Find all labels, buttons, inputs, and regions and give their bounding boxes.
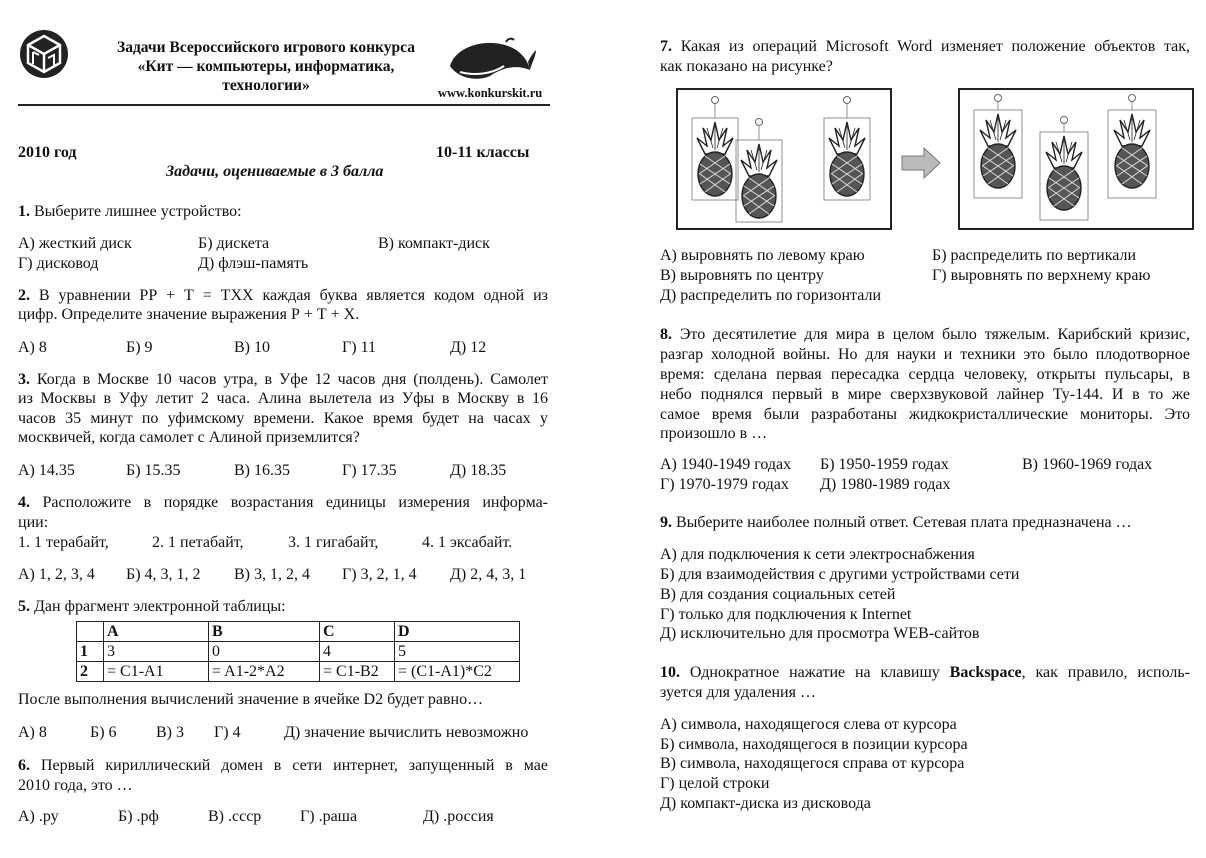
table-cell: 2 bbox=[77, 662, 104, 682]
q4-answer-c: В) 3, 1, 2, 4 bbox=[234, 566, 310, 583]
question-5: 5. Дан фрагмент электронной таблицы: bbox=[18, 598, 286, 615]
q4-item-3: 3. 1 гигабайт, bbox=[288, 534, 379, 551]
q4-answer-a: А) 1, 2, 3, 4 bbox=[18, 566, 95, 583]
q6-answer-a: А) .ру bbox=[18, 808, 59, 825]
q2-answer-c: В) 10 bbox=[234, 339, 270, 356]
table-cell: 5 bbox=[395, 642, 520, 662]
question-8-line2: разгар холодной войны. Но для науки и техники это было плодотворное bbox=[660, 346, 1190, 363]
q9-answer-a: А) для подключения к сети электроснабжения bbox=[660, 546, 975, 563]
table-cell: 1 bbox=[77, 642, 104, 662]
question-8-line1: 8. Это десятилетие для мира в целом было тяжелым. Карибский кризис, bbox=[660, 326, 1190, 343]
q2-answer-e: Д) 12 bbox=[450, 339, 487, 356]
table-cell: = A1-2*A2 bbox=[209, 662, 320, 682]
q9-answer-c: В) для создания социальных сетей bbox=[660, 586, 896, 603]
q1-answer-a: А) жесткий диск bbox=[18, 235, 132, 252]
table-cell: = C1-B2 bbox=[320, 662, 395, 682]
arrow-right-icon bbox=[900, 146, 942, 180]
q10-answer-a: А) символа, находящегося слева от курсора bbox=[660, 716, 957, 733]
website-url[interactable]: www.konkurskit.ru bbox=[438, 86, 543, 100]
table-row bbox=[77, 662, 520, 682]
table-cell: 3 bbox=[104, 642, 209, 662]
question-5-followup: После выполнения вычислений значение в ячейке D2 будет равно… bbox=[18, 691, 484, 708]
q4-answer-b: Б) 4, 3, 1, 2 bbox=[126, 566, 201, 583]
q10-answer-c: В) символа, находящегося справа от курсора bbox=[660, 755, 965, 772]
question-6-line2: 2010 года, это … bbox=[18, 777, 133, 794]
question-6-line1: 6. Первый кириллический домен в сети интернет, запущенный в мае bbox=[18, 757, 548, 774]
question-number: 7. bbox=[660, 38, 672, 55]
q8-answer-e: Д) 1980-1989 годах bbox=[820, 476, 951, 493]
q10-answer-b: Б) символа, находящегося в позиции курсора bbox=[660, 736, 968, 753]
question-10-line2: зуется для удаления … bbox=[660, 684, 816, 701]
q8-answer-a: А) 1940-1949 годах bbox=[660, 456, 792, 473]
header-title-line1: Задачи Всероссийского игрового конкурса bbox=[117, 39, 415, 56]
question-number: 4. bbox=[18, 494, 30, 511]
question-10-line1: 10. Однократное нажатие на клавишу Backspace, как правило, исполь- bbox=[660, 664, 1191, 681]
question-3-line1: 3. Когда в Москве 10 часов утра, в Уфе 12 часов дня (полдень). Самолет bbox=[18, 371, 548, 388]
q9-answer-d: Г) только для подключения к Internet bbox=[660, 606, 912, 623]
q6-answer-e: Д) .россия bbox=[423, 808, 494, 825]
question-number: 6. bbox=[18, 757, 30, 774]
question-8-line6: произошло в … bbox=[660, 425, 768, 442]
question-8-line4: небо поднялся первый в мире сверхзвуковой лайнер Ту-144. И в то же bbox=[660, 386, 1190, 403]
q5-answer-d: Г) 4 bbox=[214, 724, 241, 741]
pineapples-before-illustration bbox=[678, 90, 890, 228]
question-number: 10. bbox=[660, 664, 680, 681]
q7-answer-a: А) выровнять по левому краю bbox=[660, 247, 865, 264]
q1-answer-c: В) компакт-диск bbox=[378, 235, 490, 252]
q9-answer-b: Б) для взаимодействия с другими устройствами сети bbox=[660, 566, 1020, 583]
spreadsheet-fragment bbox=[76, 621, 520, 682]
question-number: 2. bbox=[18, 287, 30, 304]
table-cell: = (C1-A1)*C2 bbox=[395, 662, 520, 682]
grades-label: 10-11 классы bbox=[436, 144, 530, 161]
table-header-row bbox=[77, 622, 520, 642]
header-title-line2: «Кит — компьютеры, информатика, bbox=[137, 58, 395, 75]
q2-answer-a: А) 8 bbox=[18, 339, 47, 356]
q4-item-2: 2. 1 петабайт, bbox=[152, 534, 244, 551]
question-3-line2: из Москвы в Уфу летит 2 часа. Алина вылетела из Уфы в Москву в 16 bbox=[18, 390, 548, 407]
table-cell: A bbox=[104, 622, 209, 642]
q6-answer-b: Б) .рф bbox=[118, 808, 159, 825]
question-4-line1: 4. Расположите в порядке возрастания единицы измерения информа- bbox=[18, 494, 549, 511]
table-cell: C bbox=[320, 622, 395, 642]
question-number: 1. bbox=[18, 203, 30, 220]
table-cell: 4 bbox=[320, 642, 395, 662]
question-4-line2: ции: bbox=[18, 514, 49, 531]
q5-answer-c: В) 3 bbox=[156, 724, 184, 741]
section-heading: Задачи, оцениваемые в 3 балла bbox=[166, 163, 384, 180]
question-number: 9. bbox=[660, 514, 672, 531]
q10-answer-d: Г) целой строки bbox=[660, 775, 770, 792]
q5-answer-e: Д) значение вычислить невозможно bbox=[284, 724, 529, 741]
table-cell: B bbox=[209, 622, 320, 642]
q3-answer-c: В) 16.35 bbox=[234, 462, 290, 479]
table-cell bbox=[77, 622, 104, 642]
q8-answer-c: В) 1960-1969 годах bbox=[1022, 456, 1153, 473]
q6-answer-c: В) .ссср bbox=[208, 808, 262, 825]
q4-answer-d: Г) 3, 2, 1, 4 bbox=[342, 566, 417, 583]
header-title-line3: технологии» bbox=[222, 77, 310, 94]
q1-answer-e: Д) флэш-память bbox=[198, 255, 309, 272]
q10-answer-e: Д) компакт-диска из дисковода bbox=[660, 795, 871, 812]
table-cell: D bbox=[395, 622, 520, 642]
q3-answer-e: Д) 18.35 bbox=[450, 462, 507, 479]
backspace-key-label: Backspace bbox=[949, 664, 1022, 681]
q7-answer-b: Б) распределить по вертикали bbox=[932, 247, 1137, 264]
q1-answer-b: Б) дискета bbox=[198, 235, 270, 252]
q6-answer-d: Г) .раша bbox=[300, 808, 358, 825]
question-2-line2: цифр. Определите значение выражения Р + Т + Х. bbox=[18, 306, 360, 323]
q9-answer-e: Д) исключительно для просмотра WEB-сайтов bbox=[660, 625, 980, 642]
q7-answer-e: Д) распределить по горизонтали bbox=[660, 287, 882, 304]
q8-answer-b: Б) 1950-1959 годах bbox=[820, 456, 949, 473]
q7-answer-c: В) выровнять по центру bbox=[660, 267, 824, 284]
header-title bbox=[98, 38, 434, 95]
contest-cube-logo bbox=[18, 28, 70, 80]
question-number: 8. bbox=[660, 326, 672, 343]
question-3-line4: москвичей, когда самолет с Алиной приземлится? bbox=[18, 429, 360, 446]
q3-answer-b: Б) 15.35 bbox=[126, 462, 181, 479]
figure-after-panel bbox=[958, 88, 1194, 230]
question-9: 9. Выберите наиболее полный ответ. Сетевая плата предназначена … bbox=[660, 514, 1132, 531]
question-8-line5: самое время были разработаны жидкокристаллические мониторы. Это bbox=[660, 406, 1190, 423]
question-7-line1: 7. Какая из операций Microsoft Word изменяет положение объектов так, bbox=[660, 38, 1191, 55]
q4-item-4: 4. 1 эксабайт. bbox=[422, 534, 513, 551]
figure-before-panel bbox=[676, 88, 892, 230]
question-7-line2: как показано на рисунке? bbox=[660, 58, 833, 75]
q2-answer-d: Г) 11 bbox=[342, 339, 376, 356]
question-text: Выберите лишнее устройство: bbox=[34, 203, 242, 220]
q5-answer-a: А) 8 bbox=[18, 724, 47, 741]
q3-answer-a: А) 14.35 bbox=[18, 462, 75, 479]
q4-answer-e: Д) 2, 4, 3, 1 bbox=[450, 566, 527, 583]
q2-answer-b: Б) 9 bbox=[126, 339, 153, 356]
question-1 bbox=[18, 202, 242, 222]
header-rule bbox=[18, 104, 550, 106]
pineapples-after-illustration bbox=[960, 90, 1192, 228]
table-row bbox=[77, 642, 520, 662]
question-8-line3: время: сделана первая пересадка сердца человеку, открыты пульсары, в bbox=[660, 366, 1190, 383]
question-number: 3. bbox=[18, 371, 30, 388]
q3-answer-d: Г) 17.35 bbox=[342, 462, 397, 479]
q7-answer-d: Г) выровнять по верхнему краю bbox=[932, 267, 1151, 284]
question-2-line1: 2. В уравнении РР + Т = ТХХ каждая буква является кодом одной из bbox=[18, 287, 549, 304]
table-cell: = C1-A1 bbox=[104, 662, 209, 682]
whale-logo bbox=[446, 36, 538, 86]
q4-item-1: 1. 1 терабайт, bbox=[18, 534, 109, 551]
year-label: 2010 год bbox=[18, 144, 77, 161]
q8-answer-d: Г) 1970-1979 годах bbox=[660, 476, 789, 493]
table-cell: 0 bbox=[209, 642, 320, 662]
question-3-line3: часов 35 минут по уфимскому времени. Какое время будет на часах у bbox=[18, 410, 548, 427]
q5-answer-b: Б) 6 bbox=[90, 724, 117, 741]
q1-answer-d: Г) дисковод bbox=[18, 255, 99, 272]
question-number: 5. bbox=[18, 598, 30, 615]
